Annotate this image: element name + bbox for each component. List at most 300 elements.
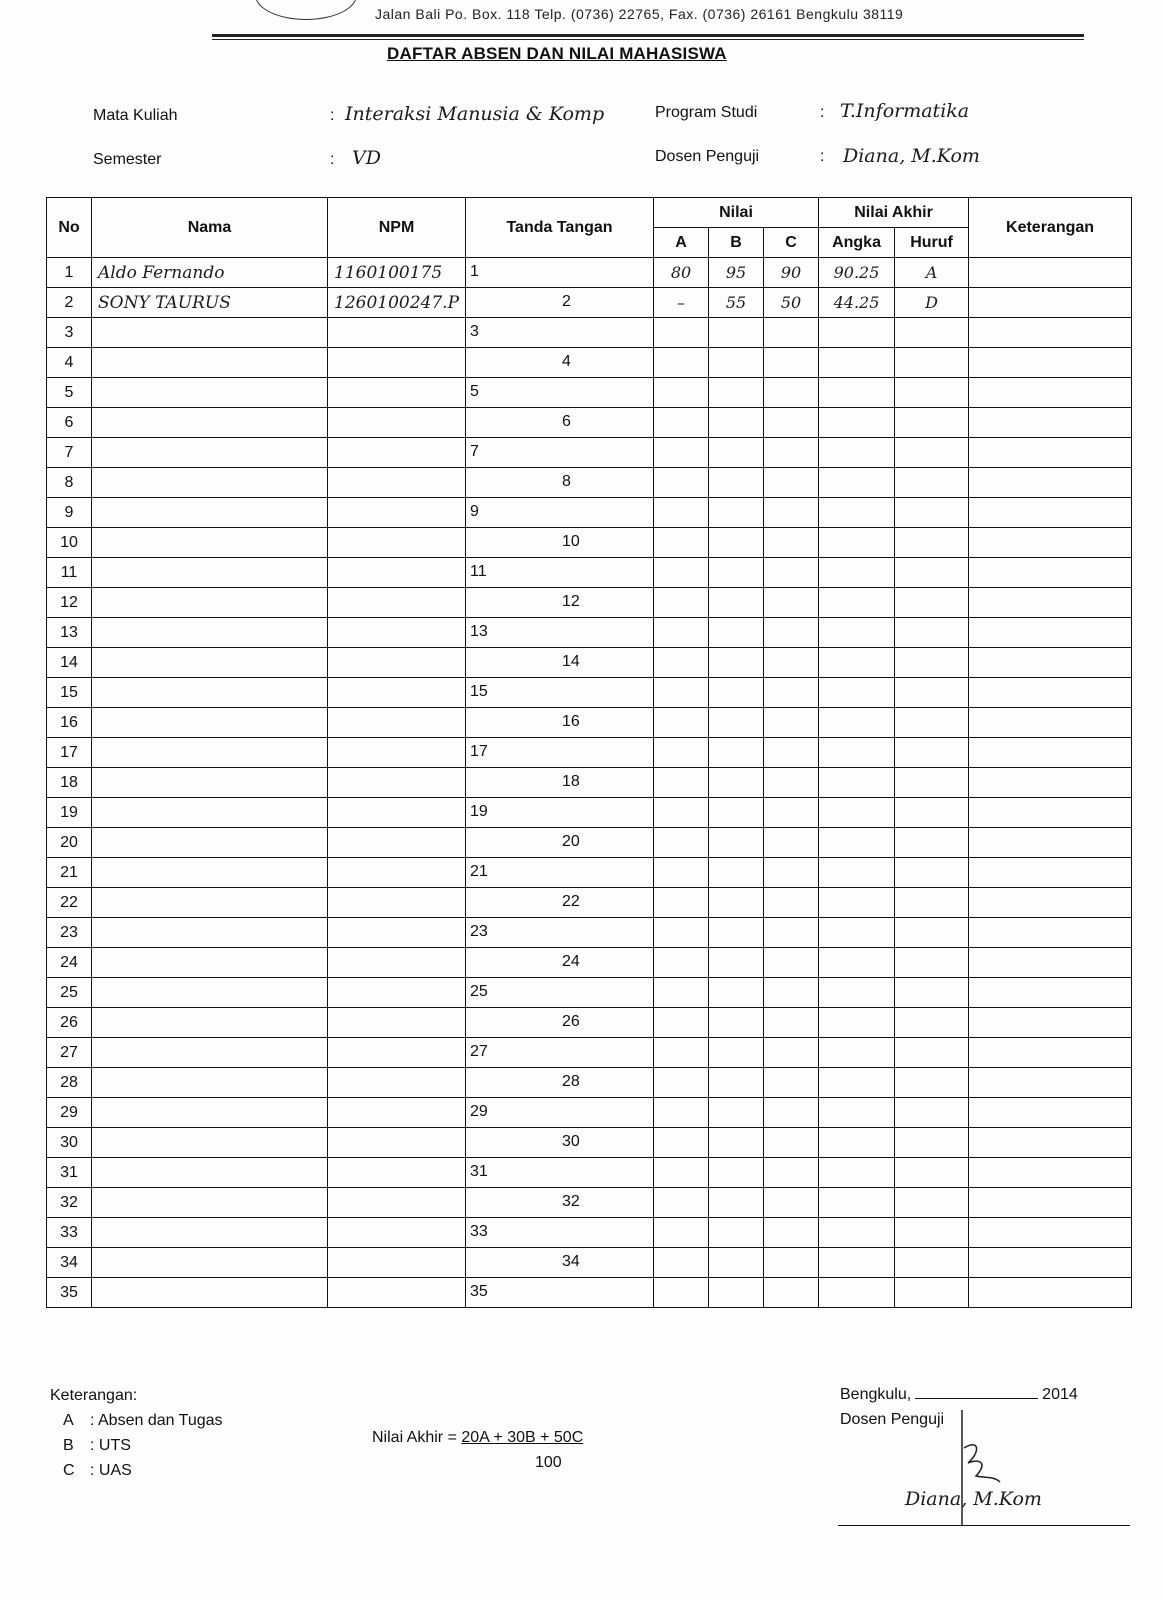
cell-no: 35 [47, 1278, 92, 1308]
cell-nilai-b [709, 678, 764, 708]
cell-nilai-c [764, 828, 819, 858]
cell-nama [92, 1038, 328, 1068]
cell-huruf [895, 558, 969, 588]
cell-keterangan [969, 498, 1132, 528]
cell-npm [328, 918, 466, 948]
cell-nilai-c [764, 408, 819, 438]
cell-nilai-b: 55 [709, 288, 764, 318]
cell-angka [819, 738, 895, 768]
cell-nilai-a [654, 1038, 709, 1068]
cell-huruf [895, 528, 969, 558]
cell-huruf [895, 1068, 969, 1098]
cell-angka [819, 1218, 895, 1248]
table-row [47, 1068, 1132, 1098]
cell-angka [819, 1068, 895, 1098]
cell-nama [92, 1008, 328, 1038]
signature-slot-number: 3 [470, 323, 479, 340]
cell-huruf [895, 708, 969, 738]
header-b: B [709, 228, 764, 258]
cell-nilai-c [764, 1278, 819, 1308]
signature-slot-number: 31 [470, 1163, 488, 1180]
cell-tanda-tangan [466, 738, 654, 768]
signature-slot-number: 35 [470, 1283, 488, 1300]
cell-angka [819, 408, 895, 438]
cell-nama [92, 648, 328, 678]
cell-no: 20 [47, 828, 92, 858]
cell-nilai-c [764, 1218, 819, 1248]
cell-tanda-tangan [466, 1068, 654, 1098]
cell-keterangan [969, 1008, 1132, 1038]
note-key: A [63, 1412, 74, 1429]
cell-huruf [895, 1098, 969, 1128]
dosen-penguji-colon: : [820, 148, 825, 165]
cell-no: 3 [47, 318, 92, 348]
cell-nama [92, 1068, 328, 1098]
cell-nama [92, 498, 328, 528]
signature-slot-number: 20 [562, 833, 580, 850]
cell-npm [328, 798, 466, 828]
signature-line [838, 1525, 1130, 1526]
header-c: C [764, 228, 819, 258]
semester-label: Semester [93, 151, 162, 168]
program-studi-colon: : [820, 104, 825, 121]
formula-numerator: 20A + 30B + 50C [461, 1429, 584, 1446]
program-studi-label: Program Studi [655, 104, 758, 121]
signature-slot-number: 7 [470, 443, 479, 460]
cell-angka [819, 1278, 895, 1308]
cell-nilai-c: 90 [764, 258, 819, 288]
cell-tanda-tangan [466, 768, 654, 798]
cell-npm [328, 558, 466, 588]
cell-nama [92, 978, 328, 1008]
note-key: C [63, 1462, 75, 1479]
signature-slot-number: 12 [562, 593, 580, 610]
cell-nilai-a [654, 978, 709, 1008]
header-rule-thin [212, 39, 1084, 40]
cell-npm [328, 1278, 466, 1308]
cell-npm [328, 1068, 466, 1098]
cell-no: 22 [47, 888, 92, 918]
cell-npm [328, 948, 466, 978]
cell-npm [328, 1218, 466, 1248]
cell-keterangan [969, 1158, 1132, 1188]
signature-slot-number: 25 [470, 983, 488, 1000]
cell-angka [819, 768, 895, 798]
cell-nilai-b [709, 468, 764, 498]
cell-npm [328, 318, 466, 348]
cell-tanda-tangan [466, 888, 654, 918]
cell-keterangan [969, 1068, 1132, 1098]
cell-nilai-c [764, 1068, 819, 1098]
cell-tanda-tangan [466, 1218, 654, 1248]
cell-keterangan [969, 1218, 1132, 1248]
cell-no: 13 [47, 618, 92, 648]
table-row [47, 948, 1132, 978]
cell-nama [92, 528, 328, 558]
cell-nilai-a [654, 918, 709, 948]
header-keterangan: Keterangan [969, 198, 1132, 258]
signature-slot-number: 30 [562, 1133, 580, 1150]
cell-tanda-tangan [466, 588, 654, 618]
signature-slot-number: 29 [470, 1103, 488, 1120]
cell-npm [328, 1038, 466, 1068]
cell-nilai-c [764, 1158, 819, 1188]
cell-keterangan [969, 438, 1132, 468]
cell-tanda-tangan [466, 708, 654, 738]
cell-huruf [895, 648, 969, 678]
cell-npm [328, 588, 466, 618]
cell-npm [328, 978, 466, 1008]
cell-no: 21 [47, 858, 92, 888]
cell-keterangan [969, 918, 1132, 948]
cell-nilai-b [709, 378, 764, 408]
signature-slot-number: 2 [562, 293, 571, 310]
cell-nilai-c [764, 918, 819, 948]
cell-npm [328, 858, 466, 888]
dosen-penguji-value: Diana, M.Kom [843, 145, 980, 167]
cell-tanda-tangan [466, 678, 654, 708]
cell-angka [819, 978, 895, 1008]
table-row [47, 258, 1132, 288]
cell-npm [328, 618, 466, 648]
cell-nilai-a [654, 528, 709, 558]
header-rule-thick [212, 34, 1084, 37]
table-row [47, 468, 1132, 498]
cell-no: 29 [47, 1098, 92, 1128]
cell-nilai-b [709, 858, 764, 888]
cell-nama [92, 828, 328, 858]
cell-npm [328, 498, 466, 528]
note-key: B [63, 1437, 74, 1454]
cell-keterangan [969, 798, 1132, 828]
cell-huruf [895, 798, 969, 828]
handwritten-signature [950, 1408, 1010, 1528]
cell-no: 14 [47, 648, 92, 678]
cell-tanda-tangan [466, 1038, 654, 1068]
cell-nilai-c [764, 468, 819, 498]
table-row [47, 348, 1132, 378]
cell-nilai-a [654, 708, 709, 738]
cell-huruf [895, 738, 969, 768]
cell-nilai-a [654, 1098, 709, 1128]
cell-huruf: A [895, 258, 969, 288]
cell-nilai-b [709, 708, 764, 738]
formula-label: Nilai Akhir = [372, 1429, 457, 1446]
cell-npm [328, 648, 466, 678]
cell-nilai-a [654, 618, 709, 648]
cell-tanda-tangan [466, 1248, 654, 1278]
cell-nilai-b [709, 1068, 764, 1098]
cell-no: 15 [47, 678, 92, 708]
cell-no: 24 [47, 948, 92, 978]
cell-nilai-a [654, 858, 709, 888]
cell-angka [819, 378, 895, 408]
signature-slot-number: 15 [470, 683, 488, 700]
cell-nama [92, 378, 328, 408]
cell-nama [92, 888, 328, 918]
table-row [47, 528, 1132, 558]
signature-slot-number: 6 [562, 413, 571, 430]
cell-nilai-b [709, 768, 764, 798]
attendance-grade-table [46, 197, 1132, 1308]
cell-nama [92, 558, 328, 588]
cell-tanda-tangan [466, 1158, 654, 1188]
cell-nilai-b [709, 1008, 764, 1038]
program-studi-value: T.Informatika [840, 100, 970, 122]
cell-keterangan [969, 978, 1132, 1008]
cell-nilai-a: 80 [654, 258, 709, 288]
cell-nama [92, 768, 328, 798]
signature-slot-number: 27 [470, 1043, 488, 1060]
cell-npm: 1260100247.P [328, 288, 466, 318]
signature-slot-number: 32 [562, 1193, 580, 1210]
signature-slot-number: 33 [470, 1223, 488, 1240]
cell-angka [819, 1008, 895, 1038]
cell-nilai-c [764, 1008, 819, 1038]
cell-tanda-tangan [466, 498, 654, 528]
cell-nama [92, 1098, 328, 1128]
cell-keterangan [969, 1278, 1132, 1308]
cell-angka [819, 558, 895, 588]
cell-angka [819, 498, 895, 528]
cell-npm [328, 438, 466, 468]
cell-nilai-c [764, 318, 819, 348]
cell-angka [819, 708, 895, 738]
table-row [47, 1098, 1132, 1128]
cell-tanda-tangan [466, 858, 654, 888]
table-row [47, 618, 1132, 648]
signature-slot-number: 9 [470, 503, 479, 520]
cell-nama [92, 318, 328, 348]
cell-tanda-tangan [466, 438, 654, 468]
cell-keterangan [969, 468, 1132, 498]
cell-angka [819, 888, 895, 918]
cell-keterangan [969, 588, 1132, 618]
signature-slot-number: 28 [562, 1073, 580, 1090]
cell-nilai-c [764, 858, 819, 888]
note-value: : UAS [90, 1462, 132, 1479]
table-row [47, 768, 1132, 798]
cell-npm [328, 1158, 466, 1188]
cell-nilai-a [654, 558, 709, 588]
cell-nilai-c [764, 648, 819, 678]
table-row [47, 408, 1132, 438]
cell-nilai-c [764, 588, 819, 618]
cell-keterangan [969, 348, 1132, 378]
semester-colon: : [330, 151, 335, 168]
cell-keterangan [969, 708, 1132, 738]
cell-angka [819, 618, 895, 648]
table-row [47, 1218, 1132, 1248]
cell-tanda-tangan [466, 1128, 654, 1158]
cell-huruf [895, 1278, 969, 1308]
cell-no: 9 [47, 498, 92, 528]
cell-tanda-tangan [466, 1008, 654, 1038]
cell-npm [328, 708, 466, 738]
table-row [47, 378, 1132, 408]
signature-slot-number: 4 [562, 353, 571, 370]
table-row [47, 708, 1132, 738]
cell-huruf [895, 1128, 969, 1158]
cell-nama [92, 678, 328, 708]
header-nilai: Nilai [654, 198, 819, 228]
cell-huruf [895, 978, 969, 1008]
table-row [47, 858, 1132, 888]
cell-huruf [895, 888, 969, 918]
cell-no: 12 [47, 588, 92, 618]
cell-tanda-tangan [466, 648, 654, 678]
cell-huruf [895, 468, 969, 498]
cell-nilai-a [654, 888, 709, 918]
cell-tanda-tangan [466, 1278, 654, 1308]
table-row [47, 888, 1132, 918]
cell-nilai-c [764, 1188, 819, 1218]
cell-tanda-tangan [466, 618, 654, 648]
cell-nilai-b [709, 408, 764, 438]
table-row [47, 918, 1132, 948]
signature-slot-number: 22 [562, 893, 580, 910]
dosen-penguji-label: Dosen Penguji [655, 148, 760, 165]
cell-tanda-tangan [466, 798, 654, 828]
letterhead-address: Jalan Bali Po. Box. 118 Telp. (0736) 22765, Fax. (0736) 26161 Bengkulu 38119 [375, 6, 904, 22]
cell-no: 2 [47, 288, 92, 318]
cell-nama [92, 408, 328, 438]
cell-nama [92, 918, 328, 948]
cell-angka [819, 1158, 895, 1188]
cell-huruf [895, 1158, 969, 1188]
cell-no: 16 [47, 708, 92, 738]
cell-keterangan [969, 1248, 1132, 1278]
table-row [47, 1248, 1132, 1278]
cell-nama [92, 1248, 328, 1278]
cell-nilai-b [709, 1128, 764, 1158]
cell-angka [819, 528, 895, 558]
cell-nama [92, 1158, 328, 1188]
cell-no: 10 [47, 528, 92, 558]
cell-nama [92, 468, 328, 498]
cell-no: 27 [47, 1038, 92, 1068]
cell-nilai-a [654, 648, 709, 678]
mata-kuliah-colon: : [330, 107, 335, 124]
cell-nilai-b [709, 318, 764, 348]
cell-nilai-a [654, 348, 709, 378]
cell-nama: Aldo Fernando [92, 258, 328, 288]
cell-nilai-c [764, 708, 819, 738]
cell-nilai-b [709, 1098, 764, 1128]
cell-no: 7 [47, 438, 92, 468]
cell-keterangan [969, 1098, 1132, 1128]
cell-nilai-a [654, 1068, 709, 1098]
cell-keterangan [969, 528, 1132, 558]
cell-huruf [895, 588, 969, 618]
table-row [47, 798, 1132, 828]
document-title: DAFTAR ABSEN DAN NILAI MAHASISWA [387, 44, 727, 63]
cell-angka [819, 678, 895, 708]
cell-npm [328, 348, 466, 378]
cell-tanda-tangan [466, 468, 654, 498]
cell-huruf [895, 318, 969, 348]
cell-huruf [895, 948, 969, 978]
cell-tanda-tangan [466, 828, 654, 858]
cell-nilai-a [654, 408, 709, 438]
table-row [47, 588, 1132, 618]
cell-keterangan [969, 378, 1132, 408]
cell-angka [819, 948, 895, 978]
signature-slot-number: 34 [562, 1253, 580, 1270]
cell-nilai-b [709, 648, 764, 678]
cell-npm [328, 378, 466, 408]
cell-angka [819, 348, 895, 378]
signature-slot-number: 13 [470, 623, 488, 640]
signature-slot-number: 1 [470, 263, 479, 280]
cell-no: 5 [47, 378, 92, 408]
table-row [47, 978, 1132, 1008]
cell-huruf [895, 1038, 969, 1068]
cell-keterangan [969, 288, 1132, 318]
cell-no: 19 [47, 798, 92, 828]
header-tanda-tangan: Tanda Tangan [466, 198, 654, 258]
cell-nilai-b [709, 1218, 764, 1248]
cell-nilai-c [764, 618, 819, 648]
cell-angka: 90.25 [819, 258, 895, 288]
note-item [50, 1433, 223, 1458]
cell-no: 8 [47, 468, 92, 498]
cell-nilai-a [654, 378, 709, 408]
cell-nilai-b [709, 1248, 764, 1278]
cell-nilai-c [764, 1098, 819, 1128]
signature-year: 2014 [1042, 1386, 1078, 1403]
header-a: A [654, 228, 709, 258]
cell-tanda-tangan [466, 348, 654, 378]
cell-keterangan [969, 738, 1132, 768]
cell-angka [819, 1248, 895, 1278]
cell-nilai-a [654, 1248, 709, 1278]
note-value: : UTS [90, 1437, 131, 1454]
signature-slot-number: 10 [562, 533, 580, 550]
logo-emblem [255, 0, 357, 20]
table-row [47, 318, 1132, 348]
cell-nama [92, 708, 328, 738]
cell-nama [92, 1188, 328, 1218]
cell-no: 28 [47, 1068, 92, 1098]
cell-huruf [895, 678, 969, 708]
cell-npm [328, 768, 466, 798]
cell-angka [819, 1098, 895, 1128]
cell-nilai-a [654, 438, 709, 468]
cell-nilai-a [654, 1218, 709, 1248]
cell-no: 17 [47, 738, 92, 768]
cell-nilai-b [709, 1158, 764, 1188]
cell-keterangan [969, 678, 1132, 708]
cell-tanda-tangan [466, 558, 654, 588]
cell-huruf [895, 1188, 969, 1218]
cell-nilai-c [764, 528, 819, 558]
cell-angka: 44.25 [819, 288, 895, 318]
cell-nilai-a [654, 498, 709, 528]
cell-nilai-c [764, 378, 819, 408]
mata-kuliah-value: Interaksi Manusia & Komp [345, 103, 605, 125]
cell-nilai-b [709, 978, 764, 1008]
cell-nilai-c [764, 978, 819, 1008]
cell-keterangan [969, 948, 1132, 978]
header-no: No [47, 198, 92, 258]
cell-nilai-c [764, 768, 819, 798]
signature-slot-number: 24 [562, 953, 580, 970]
table-row [47, 288, 1132, 318]
cell-nama [92, 438, 328, 468]
signature-slot-number: 17 [470, 743, 488, 760]
signature-slot-number: 26 [562, 1013, 580, 1030]
